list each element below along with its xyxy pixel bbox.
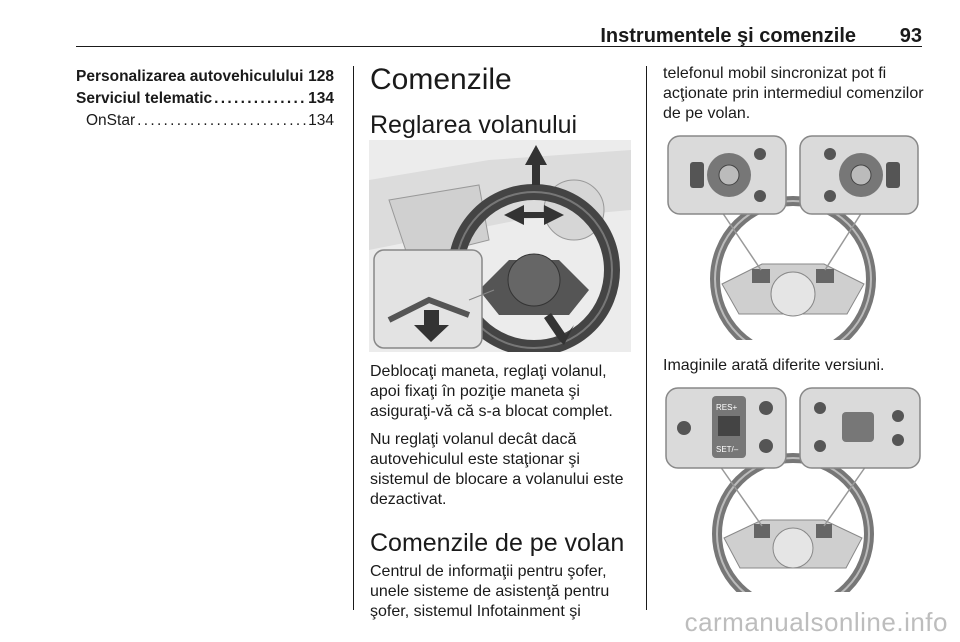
toc-leader — [214, 88, 306, 110]
versions-note — [663, 356, 931, 376]
toc-item-onstar[interactable] — [76, 110, 334, 132]
subsection-heading-steering-adjust: Reglarea volanului — [370, 111, 578, 139]
set-label: SET/– — [716, 445, 739, 454]
page-number: 93 — [899, 25, 922, 47]
column-divider — [353, 66, 354, 610]
toc-leader — [137, 110, 306, 132]
page-title: Instrumentele şi comenzile — [600, 25, 856, 47]
subsection-heading-wheel-controls: Comenzile de pe volan — [370, 529, 625, 557]
steering-adjust-illustration — [369, 140, 631, 352]
toc-item-personalizare[interactable] — [76, 66, 334, 88]
page-header — [76, 16, 922, 47]
toc-list — [76, 66, 334, 132]
right-column — [663, 64, 931, 124]
toc-leader — [305, 66, 306, 88]
toc-item-label: Serviciul telematic — [76, 90, 213, 107]
toc-item-label: Personalizarea autovehiculului — [76, 68, 304, 85]
toc-item-page: 128 — [308, 68, 334, 85]
watermark: carmanualsonline.info — [684, 607, 948, 637]
wheel-controls-illustration-1 — [662, 134, 924, 340]
steering-adjust-para-2: Nu reglaţi volanul decât dacă autovehiculul este staţionar şi sistemul de blocare a volanului este dezactivat. — [370, 431, 624, 508]
toc-item-page: 134 — [308, 112, 334, 129]
wheel-controls-para-1-cont: telefonul mobil sincronizat pot fi acţionate prin intermediul comenzilor de pe volan. — [663, 65, 924, 122]
steering-adjust-text — [370, 362, 640, 622]
main-column — [370, 60, 640, 142]
section-heading: Comenzile — [370, 63, 512, 96]
wheel-controls-illustration-2 — [662, 386, 924, 592]
toc-item-serviciul-telematic[interactable] — [76, 88, 334, 110]
steering-adjust-para-1: Deblocaţi maneta, reglaţi volanul, apoi fixaţi în poziţie maneta şi asiguraţi-vă că s-a blocat complet. — [370, 363, 613, 420]
res-label: RES+ — [716, 403, 738, 412]
versions-note-text: Imaginile arată diferite versiuni. — [663, 357, 885, 374]
toc-item-page: 134 — [308, 90, 334, 107]
toc-item-label: OnStar — [86, 112, 136, 129]
wheel-controls-para-1: Centrul de informaţii pentru şofer, unele sisteme de asistenţă pentru şofer, sistemul Infotainment şi — [370, 563, 610, 620]
column-divider — [646, 66, 647, 610]
